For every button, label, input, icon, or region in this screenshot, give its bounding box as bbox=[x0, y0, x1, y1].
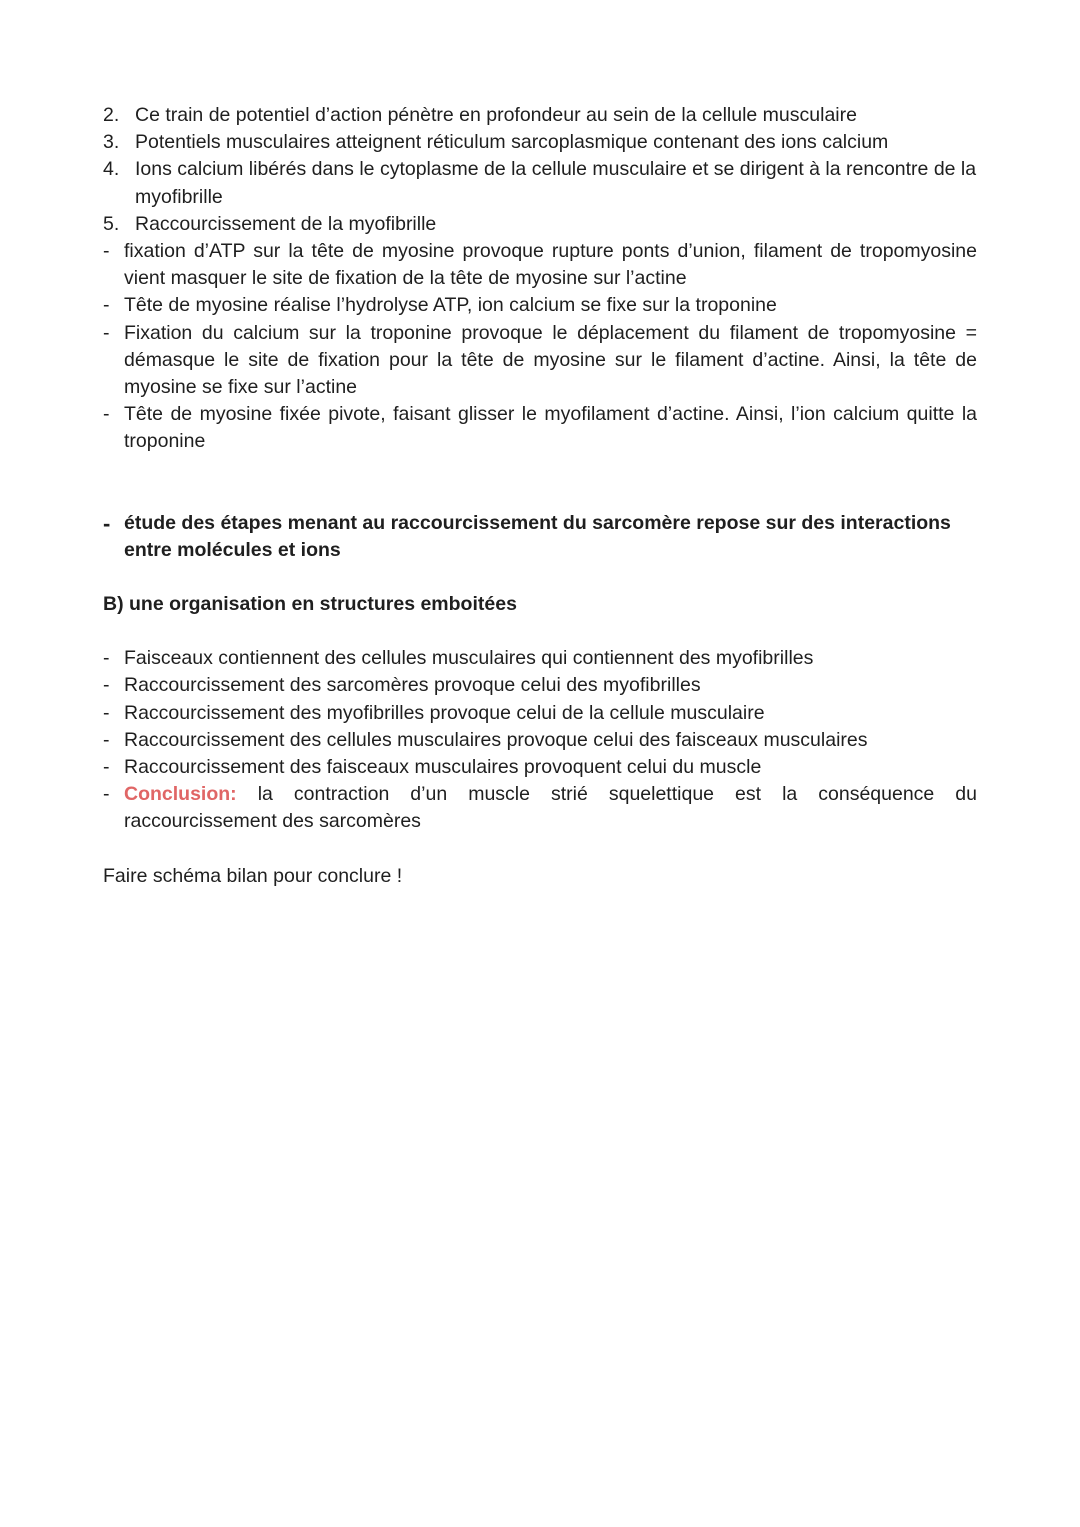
closing-note: Faire schéma bilan pour conclure ! bbox=[103, 864, 403, 887]
step-text: Potentiels musculaires atteignent réticulum sarcoplasmique contenant des ions calcium bbox=[135, 131, 889, 154]
conclusion-item bbox=[103, 781, 977, 835]
sub-point bbox=[103, 292, 977, 319]
list-item bbox=[103, 754, 977, 781]
list-item-text: Faisceaux contiennent des cellules musculaires qui contiennent des myofibrilles bbox=[124, 647, 814, 670]
sub-point-text: Fixation du calcium sur la troponine provoque le déplacement du filament de tropomyosine = démasque le site de fixation pour la tête de myosine sur le filament d’actine. Ainsi, la tête de myosine se fixe sur l’actine bbox=[124, 321, 977, 399]
sub-point bbox=[103, 320, 977, 402]
dash-bullet: - bbox=[103, 647, 110, 670]
dash-bullet: - bbox=[103, 674, 110, 697]
spacer bbox=[103, 618, 977, 645]
spacer bbox=[103, 456, 977, 510]
list-item bbox=[103, 727, 977, 754]
dash-bullet: - bbox=[103, 728, 110, 751]
step-text: Ions calcium libérés dans le cytoplasme de la cellule musculaire et se dirigent à la rencontre de la myofibrille bbox=[135, 158, 977, 208]
step-number: 2. bbox=[103, 104, 120, 126]
step-number: 5. bbox=[103, 212, 120, 235]
step-number: 4. bbox=[103, 158, 120, 181]
list-item bbox=[103, 672, 977, 699]
dash-bullet: - bbox=[103, 321, 110, 344]
list-item-text: Raccourcissement des cellules musculaires provoque celui des faisceaux musculaires bbox=[124, 728, 868, 751]
list-item bbox=[103, 700, 977, 727]
spacer bbox=[103, 836, 977, 863]
sub-point bbox=[103, 238, 977, 292]
conclusion-text: la contraction d’un muscle strié squelettique est la conséquence du raccourcissement des sarcomères bbox=[124, 783, 977, 833]
key-point bbox=[103, 510, 977, 564]
numbered-step bbox=[103, 211, 977, 238]
conclusion-label: Conclusion: bbox=[124, 783, 237, 806]
dash-bullet: - bbox=[103, 701, 110, 724]
spacer bbox=[103, 564, 977, 591]
list-item-text: Raccourcissement des sarcomères provoque celui des myofibrilles bbox=[124, 674, 701, 697]
dash-bullet: - bbox=[103, 756, 110, 779]
list-item-text: Raccourcissement des myofibrilles provoque celui de la cellule musculaire bbox=[124, 701, 765, 724]
dash-bullet: - bbox=[103, 294, 110, 317]
numbered-step bbox=[103, 102, 977, 129]
dash-bullet: - bbox=[103, 510, 111, 536]
sub-point-text: fixation d’ATP sur la tête de myosine provoque rupture ponts d’union, filament de tropomyosine vient masquer le site de fixation de la tête de myosine sur l’actine bbox=[124, 240, 977, 290]
section-heading: B) une organisation en structures emboitées bbox=[103, 593, 517, 616]
sub-point-text: Tête de myosine fixée pivote, faisant glisser le myofilament d’actine. Ainsi, l’ion calcium quitte la troponine bbox=[124, 403, 977, 453]
key-point-text: étude des étapes menant au raccourcissement du sarcomère repose sur des interactions entre molécules et ions bbox=[124, 511, 951, 561]
page-content bbox=[103, 102, 977, 890]
dash-bullet: - bbox=[103, 240, 110, 263]
list-item-text: Raccourcissement des faisceaux musculaires provoquent celui du muscle bbox=[124, 756, 762, 779]
step-number: 3. bbox=[103, 131, 120, 154]
numbered-step bbox=[103, 156, 977, 210]
dash-bullet: - bbox=[103, 783, 110, 806]
conclusion-text-block bbox=[124, 781, 977, 835]
numbered-step bbox=[103, 129, 977, 156]
step-text: Ce train de potentiel d’action pénètre en profondeur au sein de la cellule musculaire bbox=[135, 104, 857, 126]
sub-point-text: Tête de myosine réalise l’hydrolyse ATP, ion calcium se fixe sur la troponine bbox=[124, 294, 777, 317]
list-item bbox=[103, 645, 977, 672]
step-text: Raccourcissement de la myofibrille bbox=[135, 212, 437, 235]
sub-point bbox=[103, 401, 977, 455]
dash-bullet: - bbox=[103, 403, 110, 426]
